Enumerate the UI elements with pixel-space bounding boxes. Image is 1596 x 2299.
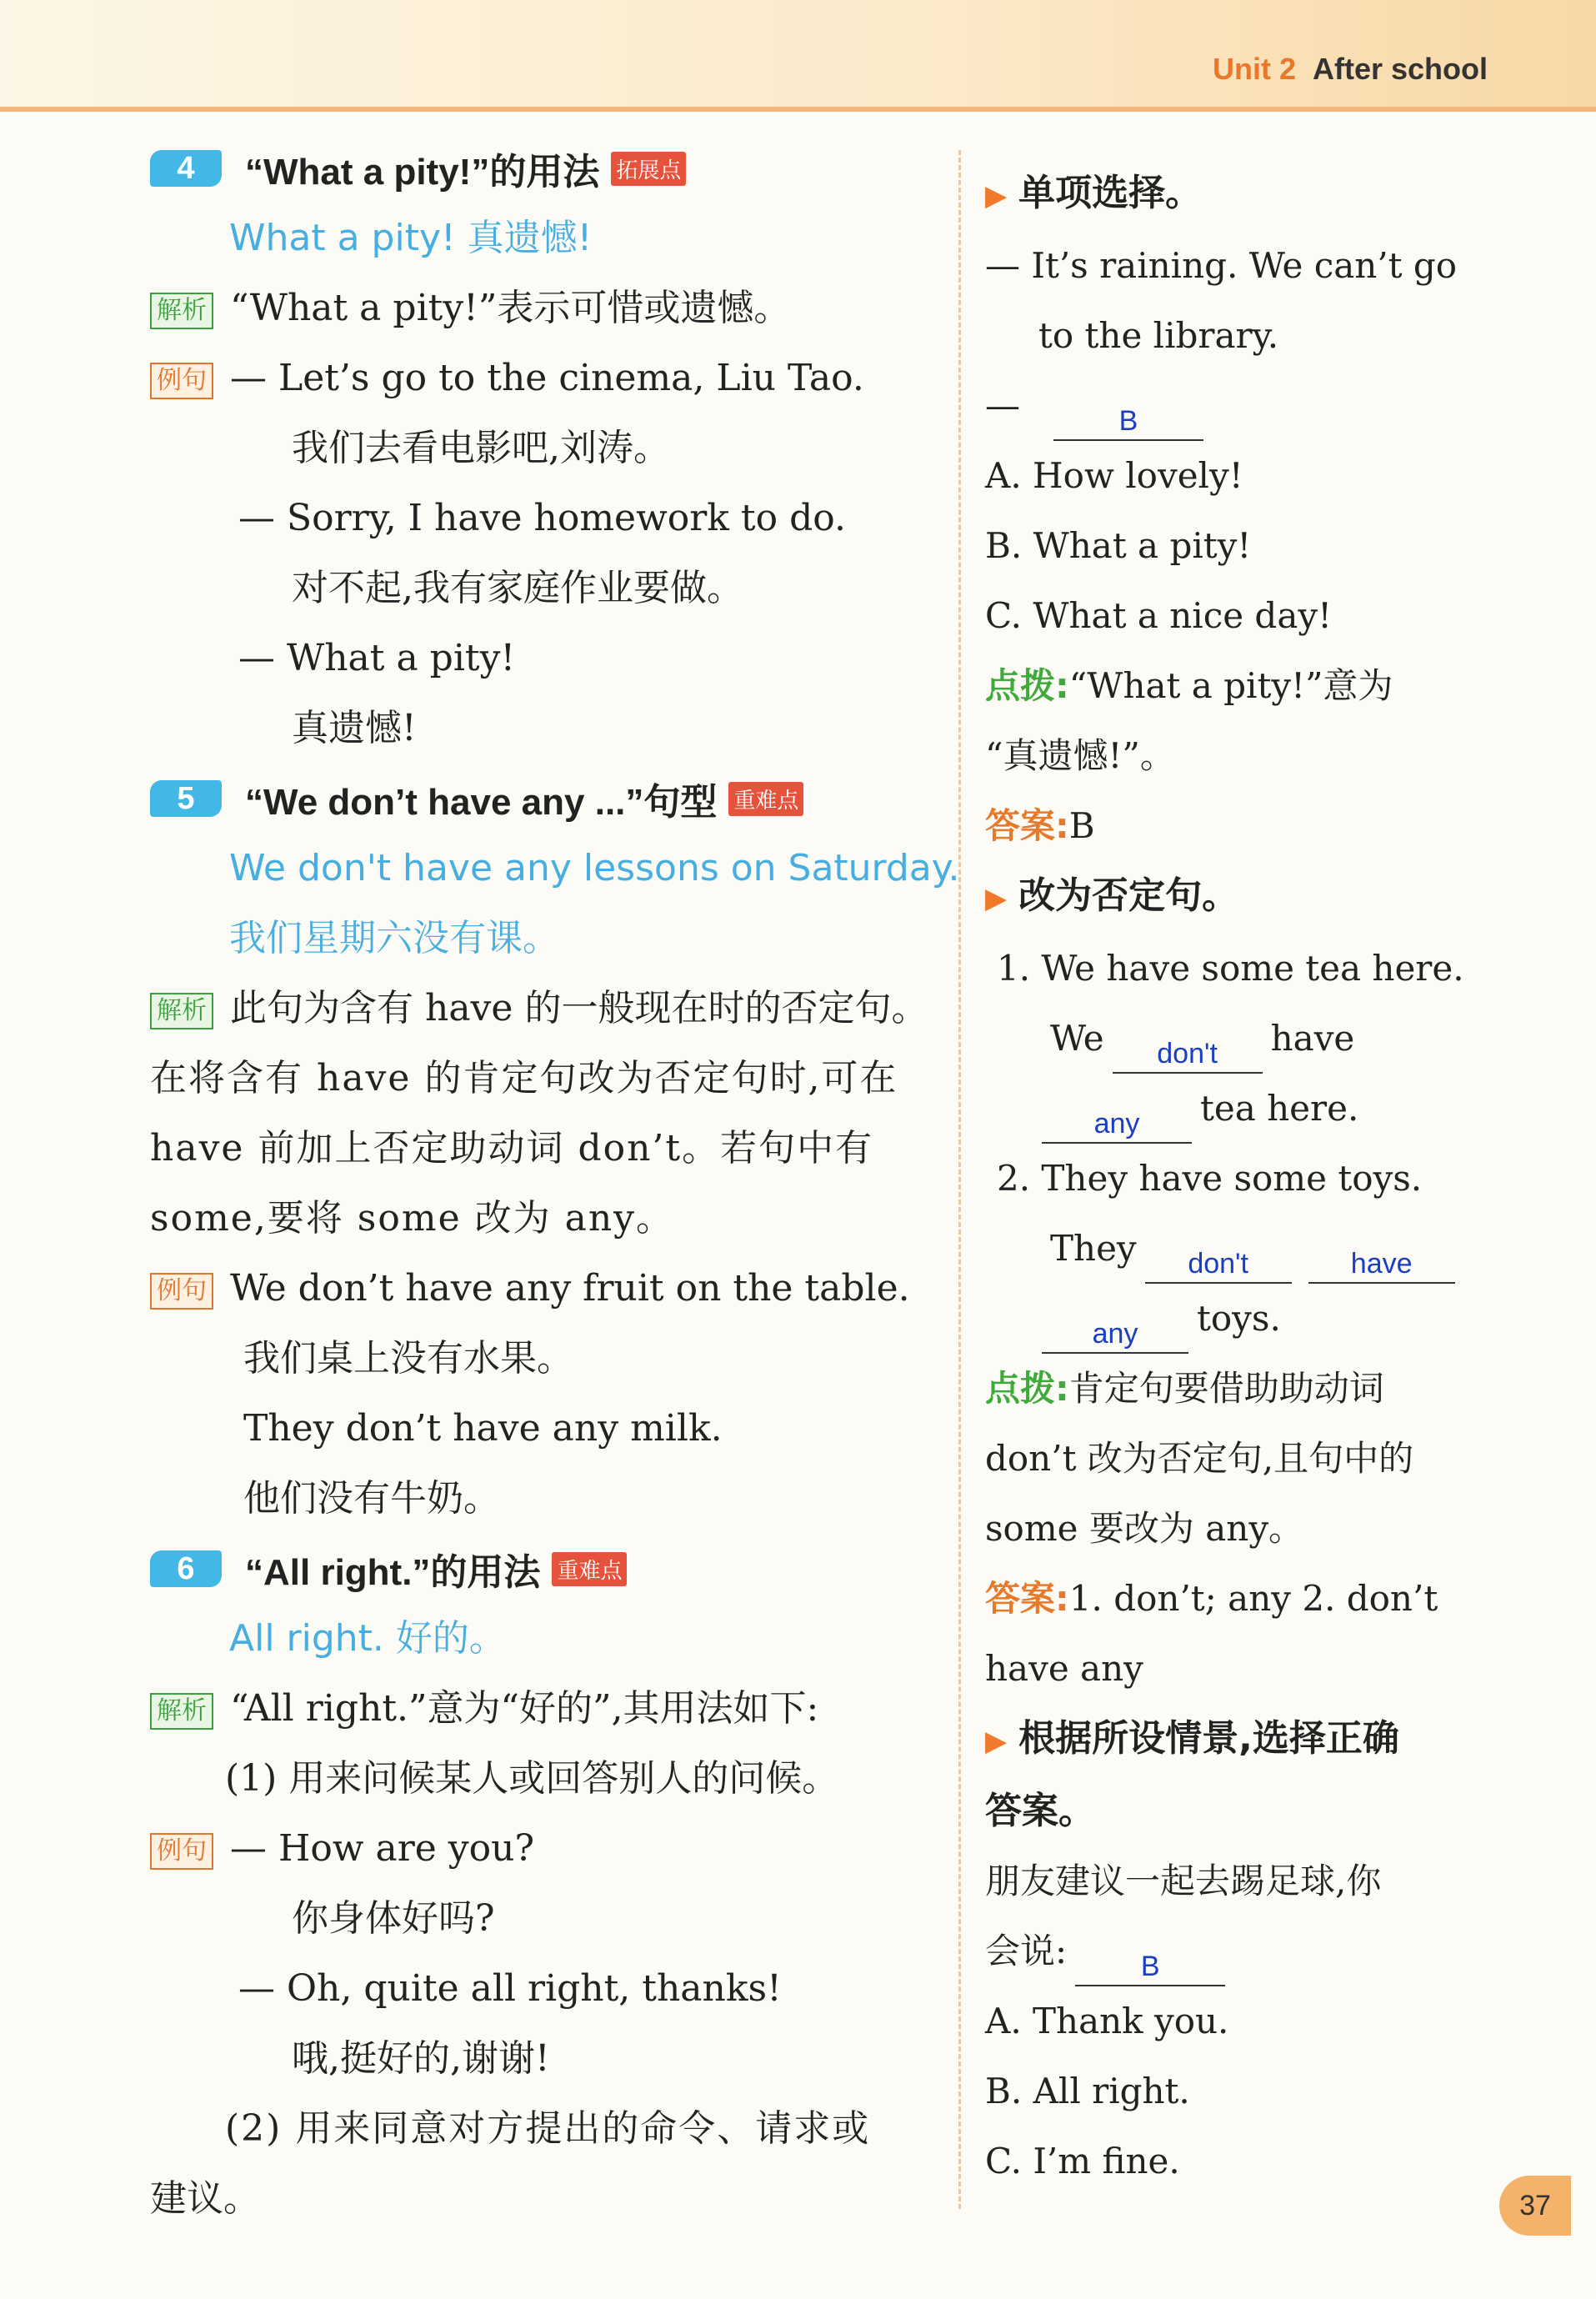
section-title: “What a pity!”的用法 <box>245 152 600 193</box>
hint-text: “真遗憾!”。 <box>985 735 1175 776</box>
task-title: 改为否定句。 <box>1018 874 1239 917</box>
hint-text: 肯定句要借助助动词 <box>1068 1368 1384 1409</box>
answer-label: 答案: <box>985 805 1069 846</box>
analysis-text: “All right.”意为“好的”,其用法如下: <box>230 1687 819 1730</box>
question-item: 2. They have some toys. <box>997 1158 1423 1199</box>
answer-text: 1. don’t; any 2. don’t <box>1068 1578 1438 1619</box>
hint-label: 点拨: <box>985 665 1069 706</box>
option-b: B. What a pity! <box>985 525 1252 566</box>
example-label: 例句 <box>150 1833 213 1870</box>
analysis-text: 在将含有 have 的肯定句改为否定句时,可在 <box>150 1057 898 1099</box>
hint-label: 点拨: <box>985 1368 1069 1409</box>
question-fill <box>985 1074 1485 1144</box>
word: have <box>1270 1018 1355 1059</box>
analysis-text: have 前加上否定助动词 don’t。若句中有 <box>150 1127 874 1170</box>
answer-text: have any <box>985 1648 1143 1689</box>
example-text: We don’t have any fruit on the table. <box>230 1267 910 1310</box>
question-fill <box>985 1284 1485 1354</box>
answer-line <box>985 371 1485 441</box>
answer-blank: have <box>1308 1245 1455 1284</box>
answer <box>985 1564 1485 1634</box>
answer-blank: B <box>1075 1948 1225 1986</box>
answer-label: 答案: <box>985 1578 1069 1619</box>
task-1-heading <box>985 158 1485 231</box>
example-label: 例句 <box>150 363 213 399</box>
option-a: A. How lovely! <box>985 455 1243 496</box>
answer-blank: don't <box>1113 1035 1263 1074</box>
example-sentence: — Oh, quite all right, thanks! <box>238 1967 782 2010</box>
example-sentence: They don’t have any milk. <box>243 1407 723 1450</box>
option-c: C. I’m fine. <box>985 2141 1180 2181</box>
example-sentence: 对不起,我有家庭作业要做。 <box>292 567 743 609</box>
left-column <box>150 133 960 2234</box>
task-title: 根据所设情景,选择正确 <box>1018 1717 1399 1760</box>
section-5-heading <box>150 764 933 834</box>
right-column <box>985 158 1485 2196</box>
analysis-text: some,要将 some 改为 any。 <box>150 1197 675 1240</box>
section-number: 4 <box>150 150 222 187</box>
hint <box>985 651 1485 721</box>
usage-1: (1) 用来问候某人或回答别人的问候。 <box>225 1757 839 1800</box>
example-text: — Let’s go to the cinema, Liu Tao. <box>230 357 864 399</box>
analysis <box>150 273 933 343</box>
example-sentence: 真遗憾! <box>292 707 417 749</box>
option-b: B. All right. <box>985 2071 1190 2111</box>
key-example: All right. 好的。 <box>229 1617 506 1660</box>
section-title: “All right.”的用法 <box>245 1552 541 1593</box>
answer-blank: any <box>1042 1105 1192 1144</box>
example-sentence <box>150 1814 933 1884</box>
key-example-translation: 我们星期六没有课。 <box>229 917 559 959</box>
hint-text: “What a pity!”意为 <box>1068 665 1393 706</box>
task-2-heading <box>985 861 1485 934</box>
task-title-cont: 答案。 <box>985 1790 1095 1832</box>
section-tag: 重难点 <box>552 1552 627 1586</box>
example-sentence: 我们桌上没有水果。 <box>243 1337 573 1380</box>
example-sentence <box>150 1254 933 1324</box>
analysis-text: 此句为含有 have 的一般现在时的否定句。 <box>230 987 928 1029</box>
section-tag: 拓展点 <box>611 152 686 186</box>
analysis-label: 解析 <box>150 1693 213 1730</box>
section-4-heading <box>150 133 933 203</box>
example-sentence: — What a pity! <box>238 637 516 679</box>
page-header <box>0 0 1596 112</box>
triangle-bullet-icon: ▶ <box>985 1725 1008 1758</box>
option-c: C. What a nice day! <box>985 595 1332 636</box>
example-sentence: 你身体好吗? <box>292 1897 495 1940</box>
question-fill <box>985 1004 1485 1074</box>
example-sentence: 哦,挺好的,谢谢! <box>292 2037 550 2080</box>
example-sentence: — Sorry, I have homework to do. <box>238 497 846 539</box>
key-example: We don't have any lessons on Saturday. <box>229 847 960 889</box>
analysis <box>150 974 933 1044</box>
question-stem: to the library. <box>1038 315 1279 356</box>
analysis <box>150 1674 933 1744</box>
question-fill <box>985 1214 1485 1284</box>
usage-2: (2) 用来同意对方提出的命令、请求或 <box>225 2107 871 2150</box>
section-number: 6 <box>150 1550 222 1587</box>
word: 会说: <box>985 1931 1068 1971</box>
answer <box>985 791 1485 861</box>
example-sentence <box>150 343 933 413</box>
answer-blank: any <box>1042 1315 1188 1354</box>
unit-label: Unit 2 <box>1212 52 1296 86</box>
question-stem <box>985 1916 1485 1986</box>
analysis-text: “What a pity!”表示可惜或遗憾。 <box>230 287 791 329</box>
unit-title: After school <box>1312 52 1488 86</box>
analysis-label: 解析 <box>150 993 213 1029</box>
answer-text: B <box>1068 805 1095 846</box>
task-3-heading <box>985 1704 1485 1776</box>
word: We <box>1050 1018 1104 1059</box>
example-text: — How are you? <box>230 1827 535 1870</box>
option-a: A. Thank you. <box>985 2001 1229 2041</box>
question-stem: — It’s raining. We can’t go <box>985 245 1458 286</box>
key-example: What a pity! 真遗憾! <box>229 217 593 259</box>
answer-blank: don't <box>1145 1245 1292 1284</box>
section-number: 5 <box>150 780 222 817</box>
answer-blank: B <box>1053 403 1203 441</box>
triangle-bullet-icon: ▶ <box>985 179 1008 213</box>
section-title: “We don’t have any ...”句型 <box>245 782 718 823</box>
section-6-heading <box>150 1534 933 1604</box>
usage-2-cont: 建议。 <box>150 2177 260 2220</box>
column-divider <box>958 150 961 2209</box>
task-title: 单项选择。 <box>1018 172 1203 214</box>
hint-text: some 要改为 any。 <box>985 1508 1304 1549</box>
example-sentence: 他们没有牛奶。 <box>243 1477 500 1520</box>
page-number: 37 <box>1499 2176 1571 2236</box>
dash: — <box>985 385 1020 426</box>
section-tag: 重难点 <box>728 782 803 816</box>
example-label: 例句 <box>150 1273 213 1310</box>
word: They <box>1050 1228 1137 1269</box>
question-stem: 朋友建议一起去踢足球,你 <box>985 1861 1382 1901</box>
word: toys. <box>1197 1298 1281 1339</box>
question-item: 1. We have some tea here. <box>997 948 1464 989</box>
hint <box>985 1354 1485 1424</box>
analysis-label: 解析 <box>150 293 213 329</box>
example-sentence: 我们去看电影吧,刘涛。 <box>292 427 670 469</box>
triangle-bullet-icon: ▶ <box>985 882 1008 915</box>
hint-text: don’t 改为否定句,且句中的 <box>985 1438 1414 1479</box>
word: tea here. <box>1200 1088 1359 1129</box>
